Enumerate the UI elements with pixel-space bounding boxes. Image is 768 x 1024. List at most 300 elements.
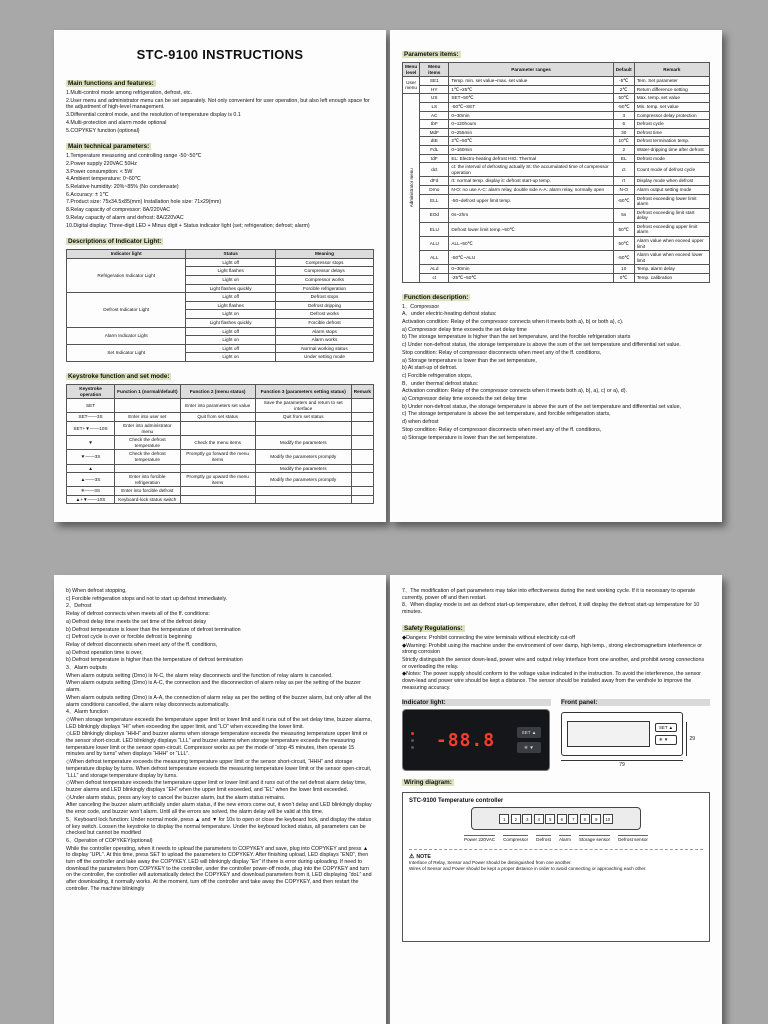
table-row xyxy=(403,208,710,222)
safety-regulations-text xyxy=(402,635,710,692)
table-header-cell: Status xyxy=(186,250,276,259)
table-cell: FdL xyxy=(420,145,449,154)
table-cell: 6 xyxy=(613,120,634,129)
table-cell: 0s~2hrs xyxy=(449,208,613,222)
table-row xyxy=(403,85,710,94)
text-line: c) Forcible refrigeration stops, xyxy=(402,372,473,379)
table-cell: 30 xyxy=(613,128,634,137)
keystroke-table xyxy=(66,384,374,505)
text-line: a) Defrost operation time is over, xyxy=(66,649,143,656)
text-line: 2、Defrost xyxy=(66,603,92,610)
table-cell: Defrost exceeding upper limit alarm xyxy=(634,222,709,236)
text-line: 2.Power supply 220VAC 50Hz xyxy=(66,160,137,167)
page-2 xyxy=(390,30,722,522)
text-line: Activation condition: Relay of the compressor connects when it meets both a), b) or both a), c). xyxy=(402,319,624,326)
text-line: Power 220VAC xyxy=(464,837,496,843)
table-header-cell: Meaning xyxy=(275,250,373,259)
table-header-row xyxy=(67,384,374,398)
table-cell: -50℃ xyxy=(613,194,634,208)
refrigeration-led-icon xyxy=(411,732,414,735)
table-cell: Defrost lower limit temp.~50℃ xyxy=(449,222,613,236)
table-cell: Light flashes xyxy=(186,267,276,276)
table-cell: Count mode of defrost cycle xyxy=(634,163,709,177)
table-row xyxy=(67,487,374,496)
table-cell: MdF xyxy=(420,128,449,137)
text-line: 6、Operation of COPYKEY(optional) xyxy=(66,837,153,844)
table-row xyxy=(67,495,374,504)
table-cell: EL: Electro-heating defrost HIG: Thermal xyxy=(449,154,613,163)
text-line: 10 xyxy=(603,814,613,824)
text-line: 5.Relative humidity: 20%~85% (No condensate) xyxy=(66,184,179,191)
table-cell: -5℃ xyxy=(613,77,634,86)
table-cell: Min. temp. set value xyxy=(634,102,709,111)
table-cell: SE1 xyxy=(420,77,449,86)
table-cell: 5s xyxy=(613,208,634,222)
table-cell: Alarm value when exceed upper limit xyxy=(634,237,709,251)
table-cell xyxy=(180,464,255,473)
table-cell: N-O: no use A-C: alarm relay, double side A-A: alarm relay, normally open xyxy=(449,185,613,194)
defrost-down-key-drawing: ❄ ▼ xyxy=(655,735,677,745)
table-cell: Drno xyxy=(420,185,449,194)
table-cell: ct xyxy=(420,274,449,283)
table-cell xyxy=(255,495,351,504)
table-cell: Enter into forcible defrost xyxy=(115,487,181,496)
page-1 xyxy=(54,30,386,522)
table-cell: ct: the interval of defrosting actually St: the accumulated time of compressor operation xyxy=(449,163,613,177)
table-cell: -25℃~50℃ xyxy=(449,274,613,283)
table-row xyxy=(67,421,374,435)
display-cutout xyxy=(567,721,650,747)
table-cell: Tem. Set parameter xyxy=(634,77,709,86)
table-row xyxy=(67,473,374,487)
page4-intro-text xyxy=(402,588,710,616)
table-row xyxy=(67,258,374,267)
tech-parameters-list xyxy=(66,153,374,229)
wiring-note xyxy=(409,849,703,872)
table-cell: Quit from set status xyxy=(255,413,351,422)
table-cell: Compressor delays xyxy=(275,267,373,276)
table-cell: Enter into administrator menu xyxy=(115,421,181,435)
table-cell: Defrost dripping xyxy=(275,301,373,310)
text-line: Relay of defrost disconnects when meet any of the ff. conditions, xyxy=(66,641,218,648)
table-cell: -50~defrost upper limit temp. xyxy=(449,194,613,208)
parameters-table xyxy=(402,62,710,283)
table-cell: 50℃ xyxy=(613,237,634,251)
table-cell: Compressor stops xyxy=(275,258,373,267)
wiring-diagram-title: STC-9100 Temperature controller xyxy=(409,798,504,805)
text-line: B、under thermal defrost status: xyxy=(402,380,479,387)
table-cell: Defrost termination temp. xyxy=(634,137,709,146)
table-cell: Alarm output setting mode xyxy=(634,185,709,194)
table-cell: N-O xyxy=(613,185,634,194)
set-up-key-drawing: SET ▲ xyxy=(655,723,677,732)
table-cell: rt: normal temp. display it: defrost start-up temp. xyxy=(449,177,613,186)
text-line: ◇When defrost temperature exceeds the measuring temperature upper limit or the sensor short-circuit, “HHH” and storage temperature display by turns. When defrost temperature exceeds the measuring temperature lower limit or the sensor open-circuit, “LLL” and storage temperature display by turns. xyxy=(66,759,372,779)
table-cell: ELL xyxy=(420,194,449,208)
text-line: ◆Warning: Prohibit using the machine under the environment of over damp, high temp., strong electromagnetism interference or strong corrosion xyxy=(402,642,703,656)
text-line: 7.Product size: 75x34.5x85(mm) Installation hole size: 71x29(mm) xyxy=(66,199,222,206)
heading-wiring-diagram: Wiring diagram: xyxy=(404,779,452,787)
page-3 xyxy=(54,575,386,1024)
text-line: 4.Multi-protection and alarm mode optional xyxy=(66,119,167,126)
table-row xyxy=(67,293,374,302)
features-list xyxy=(66,90,374,134)
table-cell: ALU xyxy=(420,237,449,251)
data-table xyxy=(66,249,374,362)
table-cell: -50℃~SET xyxy=(449,102,613,111)
table-row xyxy=(67,436,374,450)
page-title: STC-9100 INSTRUCTIONS xyxy=(136,47,304,62)
table-row xyxy=(403,265,710,274)
table-row xyxy=(67,464,374,473)
table-cell: tdF xyxy=(420,154,449,163)
table-cell: Check the menu items xyxy=(180,436,255,450)
indicator-light-table xyxy=(66,249,374,362)
data-table xyxy=(402,62,710,283)
table-cell: Modify the parameters xyxy=(255,436,351,450)
text-line: 1.Multi-control mode among refrigeration, defrost, etc. xyxy=(66,90,193,96)
table-cell: ct xyxy=(613,163,634,177)
text-line: 3、Alarm outputs xyxy=(66,665,107,672)
table-cell xyxy=(115,399,181,413)
table-cell: Light flashes quickly xyxy=(186,319,276,328)
table-cell: ▼——3S xyxy=(67,450,115,464)
table-cell: Refrigeration Indicator Light xyxy=(67,258,186,292)
text-line: Storage sensor xyxy=(578,837,611,843)
text-line: 6 xyxy=(557,814,567,824)
table-cell: LS xyxy=(420,102,449,111)
table-cell: Check the defrost temperature xyxy=(115,450,181,464)
table-cell: 3 xyxy=(613,111,634,120)
function-description-text xyxy=(402,304,710,442)
table-cell: ELU xyxy=(420,222,449,236)
table-cell xyxy=(351,436,373,450)
table-header-cell: Parameter ranges xyxy=(449,63,613,77)
table-cell: 0~30min xyxy=(449,111,613,120)
table-row xyxy=(403,251,710,265)
data-table xyxy=(66,384,374,505)
table-cell: Light flashes xyxy=(186,301,276,310)
table-cell: Defrost exceeding limit start delay xyxy=(634,208,709,222)
table-cell: Defrost Indicator Light xyxy=(67,293,186,327)
table-header-cell: Function 2 (menu status) xyxy=(180,384,255,398)
text-line: Strictly distinguish the sensor down-lead, power wire and output relay interface from one another, and prohibit wrong connections or overloading the relay. xyxy=(402,656,705,670)
text-line: Stop condition: Relay of compressor disconnects when meet any of the ff. conditions, xyxy=(402,349,602,356)
heading-indicator-light: Descriptions of Indicator Light: xyxy=(68,238,162,246)
table-row xyxy=(403,120,710,129)
table-cell: Forcible defrost xyxy=(275,319,373,328)
table-cell: ❄——3S xyxy=(67,487,115,496)
text-line: b) At start-up of defrost. xyxy=(402,365,458,372)
table-cell: ▼ xyxy=(67,436,115,450)
table-cell: Enter into forcible refrigeration xyxy=(115,473,181,487)
table-cell xyxy=(351,413,373,422)
text-line: 4、Alarm function xyxy=(66,709,109,716)
text-line: b) Under non-defrost status, the storage temperature is above the sum of the set temperature and differential set value, xyxy=(402,403,682,410)
table-cell: rt xyxy=(613,177,634,186)
table-cell: Promptly go upward the menu items xyxy=(180,473,255,487)
text-line: 2.User menu and administrator menu can be set separately. Not only convenient for user operation, but also left enough space for the adjustment of high-level management. xyxy=(66,97,370,111)
text-line: c) Under non-defrost status, the storage temperature is above the sum of the set temperature and differential set value. xyxy=(402,342,681,349)
text-line: 5 xyxy=(545,814,555,824)
text-line: 4 xyxy=(534,814,544,824)
table-header-cell: Default xyxy=(613,63,634,77)
table-cell: ▲——3S xyxy=(67,473,115,487)
table-cell: Under setting mode xyxy=(275,353,373,362)
table-header-cell: Remark xyxy=(351,384,373,398)
table-cell: dtE xyxy=(420,137,449,146)
text-line: 3.Differential control mode, and the resolution of temperature display is 0.1 xyxy=(66,112,241,119)
table-row xyxy=(403,145,710,154)
table-cell: 2℃ xyxy=(613,85,634,94)
table-cell: SET——3S xyxy=(67,413,115,422)
table-cell: Compressor delay protection xyxy=(634,111,709,120)
text-line: ◆Dangers: Prohibit connecting the wire terminals without electricity cut-off xyxy=(402,634,575,641)
table-cell: 0~120hours xyxy=(449,120,613,129)
text-line: 7、The modification of part parameters may take into effectiveness during the next working cycle. If it is necessary to operate currently, power off and then restart. xyxy=(402,588,696,601)
table-header-cell: Function 1 (normal/default) xyxy=(115,384,181,398)
controller-front-photo xyxy=(402,709,550,771)
text-line: ◇LED blinkingly displays “HHH” and buzzer alarms when storage temperature exceeds the measuring temperature upper limit or the sensor short-circuit. LED blinkingly displays “LLL” and buzzer alarms when storage temperature exceeds the measuring temperature lower limit or the sensor open-circuit. Compressor works as per the mode of “stop 45 minutes, then operate 15 minutes and by turns” when displays “HHH” or “LLL”. xyxy=(66,731,368,758)
text-line: Relay of defrost connects when meets all of the ff. conditions: xyxy=(66,611,210,618)
table-row xyxy=(403,194,710,208)
table-cell: Light off xyxy=(186,344,276,353)
text-line: 5、Keyboard lock function: Under normal mode, press ▲ and ▼ for 10s to open or close the keyboard lock, and display the status of key switch. Loosen the keystroke to display the normal temperature. Under the keyboard locked status, all parameters can be checked but cannot be modified xyxy=(66,816,372,837)
table-cell: Defrost stops xyxy=(275,293,373,302)
table-header-cell: Indicator light xyxy=(67,250,186,259)
table-cell: Enter into user set xyxy=(115,413,181,422)
table-cell: Light on xyxy=(186,310,276,319)
text-line: d) when defrost xyxy=(402,419,439,426)
text-line: 4.Ambient temperature: 0~60℃ xyxy=(66,176,141,183)
panel-outline xyxy=(561,712,683,756)
table-row xyxy=(403,154,710,163)
note-heading: ⚠ NOTE xyxy=(409,854,431,861)
table-cell xyxy=(180,495,255,504)
text-line: 3 xyxy=(522,814,532,824)
table-cell: 0~30min xyxy=(449,265,613,274)
table-cell: ▲ xyxy=(67,464,115,473)
table-cell: Light on xyxy=(186,353,276,362)
table-cell: Light flashes quickly xyxy=(186,284,276,293)
height-dimension-label: 29 xyxy=(686,722,695,756)
text-line: Compressor xyxy=(503,837,529,843)
text-line: c) The storage temperature is above the set temperature, and forcible refrigeration starts, xyxy=(402,411,611,418)
text-line: 8、When display mode is set as defrost start-up temperature, after defrost, it will display the defrost start-up temperature for 10 minutes. xyxy=(402,602,700,616)
table-cell: User menu xyxy=(403,77,420,94)
table-cell: 0~160min xyxy=(449,145,613,154)
warning-icon: ⚠ xyxy=(409,854,415,861)
text-line: When alarm outputs setting (Drno) is A-C, the connection and the disconnection of alarm relay as per the setting of the buzzer alarm. xyxy=(66,680,361,694)
table-cell: Temp. calibration xyxy=(634,274,709,283)
table-cell: ALd xyxy=(420,265,449,274)
text-line: When alarm outputs setting (Drno) is A-A, the connection of alarm relay as per the setting of the buzzer alarm, but only after all the alarm conditions cancelled, the alarm relay disconnects automatically. xyxy=(66,694,372,708)
temperature-display: -88.8 xyxy=(435,729,496,751)
table-row xyxy=(403,237,710,251)
table-cell: -50℃~ALU xyxy=(449,251,613,265)
table-row xyxy=(403,111,710,120)
table-row xyxy=(403,222,710,236)
text-line: b) The storage temperature is higher than the set temperature, and the forcible refrigeration starts xyxy=(402,334,631,341)
text-line: 6.Accuracy: ± 1℃ xyxy=(66,191,109,198)
table-cell: HY xyxy=(420,85,449,94)
table-cell: 50℃ xyxy=(613,94,634,103)
text-line: a) Compressor delay time exceeds the set delay time xyxy=(402,396,527,403)
table-cell: 2℃~50℃ xyxy=(449,137,613,146)
text-line: Stop condition: Relay of compressor disconnects when meet any of the ff. conditions, xyxy=(402,426,602,433)
page-4 xyxy=(390,575,722,1024)
table-cell: Water-dripping time after defrost xyxy=(634,145,709,154)
table-header-row xyxy=(403,63,710,77)
table-cell: Forcible refrigeration xyxy=(275,284,373,293)
text-line: b) When defrost stopping, xyxy=(66,588,127,594)
text-line: 8 xyxy=(580,814,590,824)
text-line: b) Defrost temperature is lower than the temperature of defrost termination xyxy=(66,626,241,633)
table-header-cell: Menu level xyxy=(403,63,420,77)
text-line: 1、Compressor xyxy=(402,303,440,310)
text-line: 9 xyxy=(591,814,601,824)
table-cell: Light off xyxy=(186,327,276,336)
table-cell xyxy=(115,464,181,473)
controller-rear-view xyxy=(471,807,641,830)
note-text xyxy=(409,860,703,872)
table-cell: Alarm stops xyxy=(275,327,373,336)
text-line: 9.Relay capacity of alarm and defrost: 8A/220VAC xyxy=(66,214,184,221)
table-row xyxy=(67,344,374,353)
table-cell: 0℃ xyxy=(613,274,634,283)
alarm-led-icon xyxy=(411,746,414,749)
table-cell: -50℃ xyxy=(613,102,634,111)
table-cell: Max. temp. set value xyxy=(634,94,709,103)
front-panel-drawing xyxy=(561,712,701,768)
heading-keystroke: Keystroke function and set mode: xyxy=(68,372,170,380)
table-cell: US xyxy=(420,94,449,103)
table-cell: Check the defrost temperature xyxy=(115,436,181,450)
table-cell xyxy=(180,487,255,496)
table-cell: ALL~50℃ xyxy=(449,237,613,251)
text-line: A、under electric-heating defrost status: xyxy=(402,311,497,318)
text-line: While the controller operating, when it needs to upload the parameters to COPYKEY and save, plug into COPYKEY and press ▲ to display “UPL”. At this time, press SET to upload the parameters to COPYKEY. After finishing upload, LED displays “END”, then turn off the controller and take away the COPYKEY. LED will blinkingly display “Err” if there is error during uploading. If need to download the parameters from COPYKEY to the controller, under the controller power-off mode, plug into the COPYKEY and turn on the controller, the controller will automatically detect the COPYKEY and download parameters from it, LED displaying “doL” and after downloading, it normally works. At the moment, turn off the controller and take away the COPYKEY, and then restart the controller. The machine blinkingly xyxy=(66,845,372,892)
text-line: After canceling the buzzer alarm artificially under alarm status, if the new errors come out, it won’t delay and LED blinkingly display the error code, and buzzer won’t alarm. Until all the errors are solved, the alarm delay will be valid at this time. xyxy=(66,802,372,816)
table-row xyxy=(403,137,710,146)
text-line: 3.Power consumption: < 5W xyxy=(66,168,133,175)
table-cell: 2 xyxy=(613,145,634,154)
table-header-cell: Function 3 (parameters setting status) xyxy=(255,384,351,398)
text-line: Wires of Sensor and Power should be kept a proper distance in order to avoid connecting or approaching each other. xyxy=(409,866,647,872)
table-row xyxy=(67,327,374,336)
heading-front-panel-figure: Front panel: xyxy=(561,699,710,706)
text-line: 2 xyxy=(511,814,521,824)
table-cell xyxy=(255,421,351,435)
table-cell: Modify the parameters xyxy=(255,464,351,473)
table-row xyxy=(403,94,710,103)
text-line: ◇When defrost temperature exceeds the temperature upper limit or lower limit and it runs out of the set defrost alarm delay time, buzzer alarms and LED blinkingly displays “EH” when the upper limit exceeded, and “EL” when the lower limit exceeded. xyxy=(66,780,367,793)
text-line: c) Defrost cycle is over or forcible defrost is beginning xyxy=(66,634,192,641)
table-cell: SET~50℃ xyxy=(449,94,613,103)
text-line: 1.Temperature measuring and controlling range -50~50℃ xyxy=(66,153,202,160)
text-line: ◇When storage temperature exceeds the temperature upper limit or lower limit and it runs out of the set delay time, buzzer alarms, LED blinkingly displays “HI” when exceeding the upper limit, and “LO” when exceeding the lower limit. xyxy=(66,716,372,730)
table-cell: Administrator menu xyxy=(403,94,420,282)
table-cell: Light on xyxy=(186,336,276,345)
table-cell xyxy=(351,464,373,473)
text-line: Activation condition: Relay of the compressor connects when it meets both a), b), a), c) or a), d). xyxy=(402,388,627,395)
table-row xyxy=(67,450,374,464)
table-cell: Keyboard-lock status switch xyxy=(115,495,181,504)
table-header-cell: Keystroke operation xyxy=(67,384,115,398)
table-cell: dFd xyxy=(420,177,449,186)
table-cell: tbF xyxy=(420,120,449,129)
heading-technical-parameters: Main technical parameters: xyxy=(68,143,150,151)
table-cell: Quit from set status xyxy=(180,413,255,422)
heading-parameters-items: Parameters items: xyxy=(404,51,459,58)
table-cell: Normal working status xyxy=(275,344,373,353)
table-cell: Defrost works xyxy=(275,310,373,319)
table-row xyxy=(67,399,374,413)
table-row xyxy=(403,128,710,137)
text-line: ◆Notes: The power supply should conform to the voltage value indicated in the instruction. To avoid the interference, the sensor down-lead and power wire should be kept a distance. The sensor should be installed away from the venthole to improve the measuring accuracy. xyxy=(402,671,701,691)
text-line: 5.COPYKEY function (optional) xyxy=(66,127,140,134)
table-cell: Light off xyxy=(186,258,276,267)
table-cell: Set Indicator Light xyxy=(67,344,186,361)
text-line: a) Defrost delay time meets the set time of the defrost delay xyxy=(66,618,207,625)
table-cell: Modify the parameters promptly xyxy=(255,450,351,464)
table-cell: Promptly go forward the menu items xyxy=(180,450,255,464)
text-line: Defrost xyxy=(536,837,551,843)
text-line: ◇Under alarm status, press any key to cancel the buzzer alarm, but the alarm status remains. xyxy=(66,794,286,801)
table-cell: Compressor works xyxy=(275,276,373,285)
table-cell: dct xyxy=(420,163,449,177)
table-cell: Defrost cycle xyxy=(634,120,709,129)
text-line: a) Compressor delay time exceeds the set delay time xyxy=(402,326,527,333)
defrost-led-icon xyxy=(411,739,414,742)
table-cell: Display mode when defrost xyxy=(634,177,709,186)
table-row xyxy=(403,274,710,283)
text-line: 8.Relay capacity of compressor: 8A/220VAC xyxy=(66,207,171,214)
defrost-down-key: ❄ ▼ xyxy=(517,742,541,753)
status-led-icons xyxy=(411,732,414,749)
table-row xyxy=(403,163,710,177)
table-cell: Light on xyxy=(186,276,276,285)
table-cell: ▲+▼——10S xyxy=(67,495,115,504)
text-line: 10.Digital display: Three-digit LED + Minus digit + Status indicator light (set; refrigeration; defrost; alarm) xyxy=(66,222,310,229)
table-header-row xyxy=(67,250,374,259)
table-cell xyxy=(351,450,373,464)
wiring-diagram xyxy=(402,792,710,942)
table-cell: SET xyxy=(67,399,115,413)
table-cell xyxy=(351,473,373,487)
table-cell xyxy=(351,495,373,504)
table-cell xyxy=(180,421,255,435)
page3-text xyxy=(66,588,374,893)
table-cell xyxy=(351,399,373,413)
wiring-labels xyxy=(409,835,703,842)
table-header-cell: Remark xyxy=(634,63,709,77)
table-cell: 0~255min xyxy=(449,128,613,137)
table-cell: Light off xyxy=(186,293,276,302)
text-line: a) Storage temperature is lower than the set temperature, xyxy=(402,357,537,364)
table-row xyxy=(403,185,710,194)
table-cell xyxy=(255,487,351,496)
heading-indicator-light-figure: Indicator light: xyxy=(402,699,551,706)
table-cell: Enter into parameters set value xyxy=(180,399,255,413)
terminal-strip xyxy=(478,814,634,824)
heading-safety-regulations: Safety Regulations: xyxy=(404,624,463,632)
heading-function-description: Function description: xyxy=(404,293,469,301)
table-cell: AC xyxy=(420,111,449,120)
text-line: c) Forcible refrigeration stops and not to start up defrost immediately. xyxy=(66,595,228,602)
table-cell: Temp. min. set value~max. set value xyxy=(449,77,613,86)
table-cell: 10℃ xyxy=(613,137,634,146)
